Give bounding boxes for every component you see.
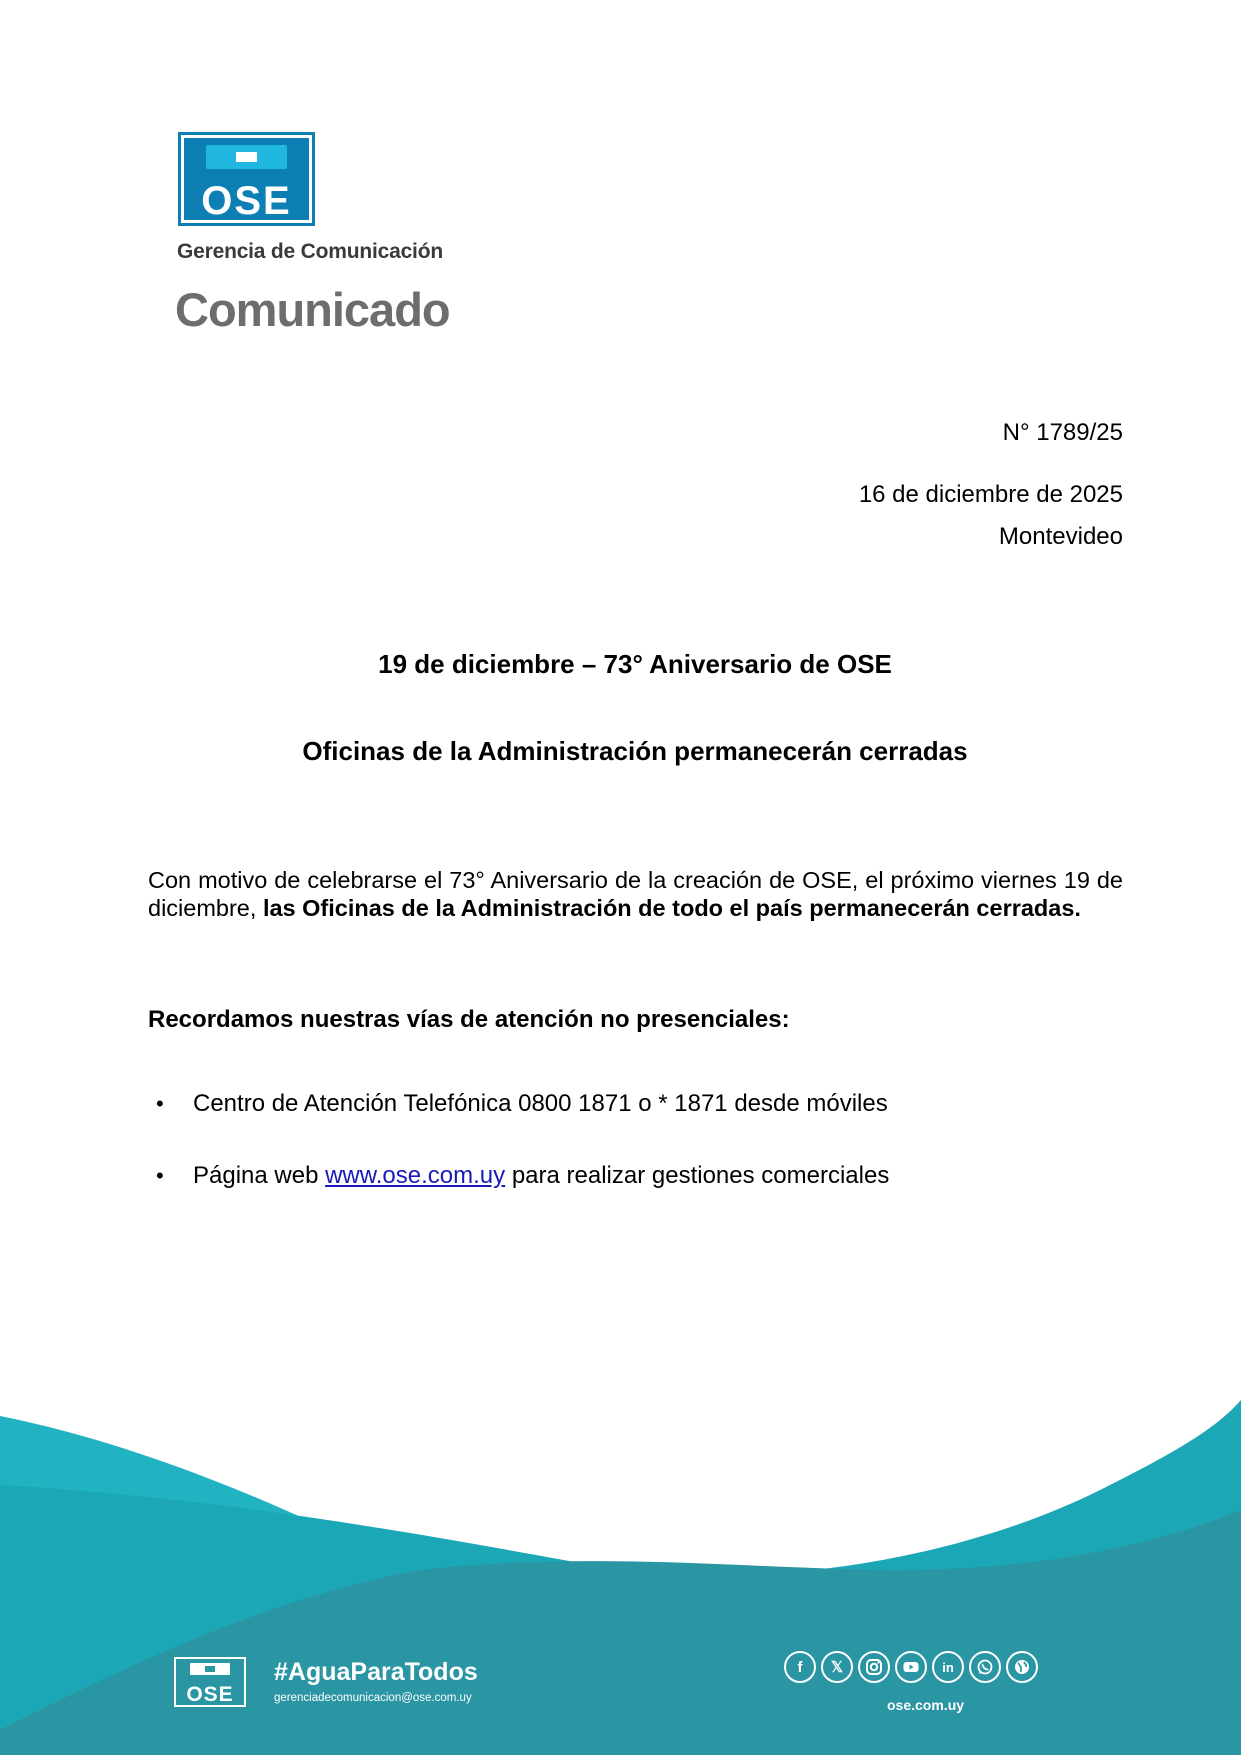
website-link[interactable]: www.ose.com.uy	[325, 1162, 506, 1189]
subtitle: Oficinas de la Administración permanecerán cerradas	[302, 736, 968, 766]
contact-email[interactable]: gerenciadecomunicacion@ose.com.uy	[274, 1692, 472, 1704]
facebook-icon[interactable]: f	[784, 1651, 816, 1683]
web-suffix: para realizar gestiones comerciales	[505, 1162, 890, 1189]
intro-bold-text: las Oficinas de la Administración de todo el país permanecerán cerradas.	[262, 895, 1081, 921]
communique-city: Montevideo	[998, 523, 1123, 550]
communique-date: 16 de diciembre de 2025	[858, 481, 1123, 508]
globe-icon[interactable]	[1006, 1651, 1038, 1683]
list-item	[156, 1162, 889, 1190]
youtube-icon[interactable]	[895, 1651, 927, 1683]
logo-text: OSE	[201, 179, 292, 223]
document-type: Comunicado	[175, 283, 450, 336]
website-footer[interactable]: ose.com.uy	[887, 1697, 965, 1713]
intro-paragraph	[148, 866, 1123, 922]
department-name: Gerencia de Comunicación	[177, 240, 443, 263]
footer-logo-text: OSE	[186, 1683, 234, 1706]
main-title: 19 de diciembre – 73° Aniversario de OSE	[378, 649, 892, 679]
list-item	[156, 1090, 888, 1118]
web-prefix: Página web	[193, 1162, 326, 1189]
bullet-icon: •	[156, 1091, 164, 1116]
reminder-heading: Recordamos nuestras vías de atención no presenciales:	[148, 1006, 790, 1033]
ose-logo	[178, 132, 315, 226]
footer-ose-logo	[174, 1657, 246, 1707]
x-icon[interactable]: 𝕏	[821, 1651, 853, 1683]
social-links	[784, 1651, 1038, 1683]
intro-text: Con motivo de celebrarse el 73° Aniversario de la creación de OSE, el próximo viernes 19 de diciembre,	[148, 867, 1123, 921]
bullet-icon: •	[156, 1163, 164, 1188]
communique-number: N° 1789/25	[1002, 419, 1123, 446]
linkedin-icon[interactable]: in	[932, 1651, 964, 1683]
instagram-icon[interactable]	[858, 1651, 890, 1683]
whatsapp-icon[interactable]	[969, 1651, 1001, 1683]
phone-contact-text: Centro de Atención Telefónica 0800 1871 o * 1871 desde móviles	[193, 1090, 888, 1117]
hashtag: #AguaParaTodos	[274, 1658, 478, 1686]
